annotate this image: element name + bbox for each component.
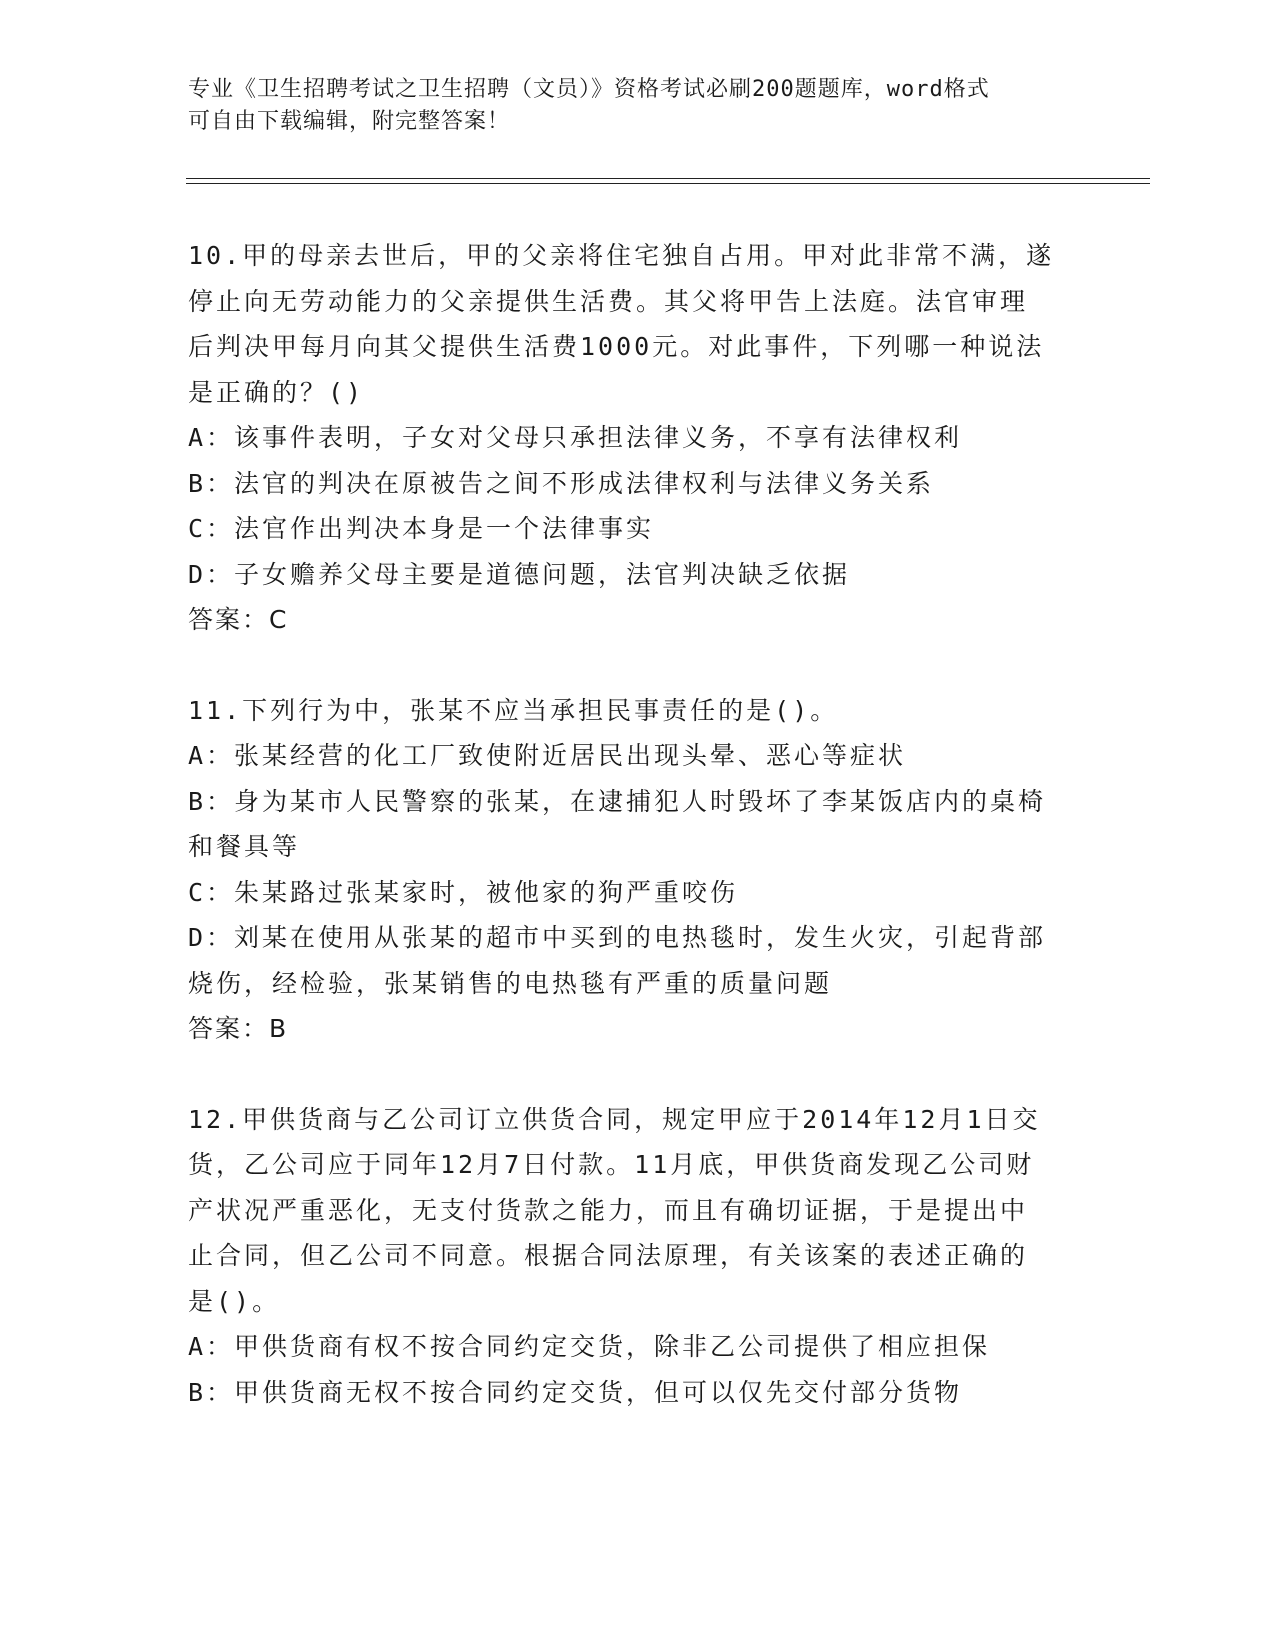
- header-line-2: 可自由下载编辑，附完整答案！: [188, 109, 511, 134]
- header-divider-bottom: [186, 183, 1150, 184]
- header-divider-top: [186, 178, 1150, 179]
- answer-option-line: 和餐具等: [188, 832, 301, 861]
- answer-option-line: C：法官作出判决本身是一个法律事实: [188, 514, 655, 543]
- answer-option-line: D：子女赡养父母主要是道德问题，法官判决缺乏依据: [188, 559, 851, 589]
- answer-option-line: B：身为某市人民警察的张某，在逮捕犯人时毁坏了李某饭店内的桌椅: [188, 786, 1047, 816]
- question-block: [188, 233, 1088, 643]
- question-text-line: 12.甲供货商与乙公司订立供货合同，规定甲应于2014年12月1日交: [188, 1104, 1041, 1134]
- question-block: [188, 1097, 1088, 1416]
- question-text-line: 后判决甲每月向其父提供生活费1000元。对此事件，下列哪一种说法: [188, 332, 1045, 361]
- question-text-line: 10.甲的母亲去世后，甲的父亲将住宅独自占用。甲对此非常不满，遂: [188, 241, 1055, 270]
- answer-option-line: A：甲供货商有权不按合同约定交货，除非乙公司提供了相应担保: [188, 1332, 991, 1361]
- answer-option-line: A：该事件表明，子女对父母只承担法律义务，不享有法律权利: [188, 423, 963, 452]
- question-text-line: 货，乙公司应于同年12月7日付款。11月底，甲供货商发现乙公司财: [188, 1150, 1035, 1179]
- document-header: [188, 74, 1088, 138]
- answer-key: 答案：B: [188, 1014, 289, 1043]
- question-list: [188, 233, 1088, 1460]
- answer-option-line: C：朱某路过张某家时，被他家的狗严重咬伤: [188, 877, 739, 907]
- question-text-line: 停止向无劳动能力的父亲提供生活费。其父将甲告上法庭。法官审理: [188, 286, 1029, 316]
- answer-option-line: D：刘某在使用从张某的超市中买到的电热毯时，发生火灾，引起背部: [188, 923, 1047, 952]
- question-text-line: 是()。: [188, 1286, 281, 1316]
- answer-option-line: B：法官的判决在原被告之间不形成法律权利与法律义务关系: [188, 468, 935, 498]
- header-line-1: 专业《卫生招聘考试之卫生招聘（文员）》资格考试必刷200题题库，word格式: [188, 77, 990, 102]
- answer-option-line: A：张某经营的化工厂致使附近居民出现头晕、恶心等症状: [188, 741, 907, 770]
- question-text-line: 产状况严重恶化，无支付货款之能力，而且有确切证据，于是提出中: [188, 1195, 1029, 1225]
- question-block: [188, 688, 1088, 1052]
- answer-option-line: 烧伤，经检验，张某销售的电热毯有严重的质量问题: [188, 968, 833, 998]
- question-text-line: 止合同，但乙公司不同意。根据合同法原理，有关该案的表述正确的: [188, 1241, 1029, 1270]
- answer-key: 答案：C: [188, 605, 289, 634]
- answer-option-line: B：甲供货商无权不按合同约定交货，但可以仅先交付部分货物: [188, 1377, 963, 1407]
- question-text-line: 11.下列行为中，张某不应当承担民事责任的是()。: [188, 695, 839, 725]
- question-text-line: 是正确的？(): [188, 377, 365, 407]
